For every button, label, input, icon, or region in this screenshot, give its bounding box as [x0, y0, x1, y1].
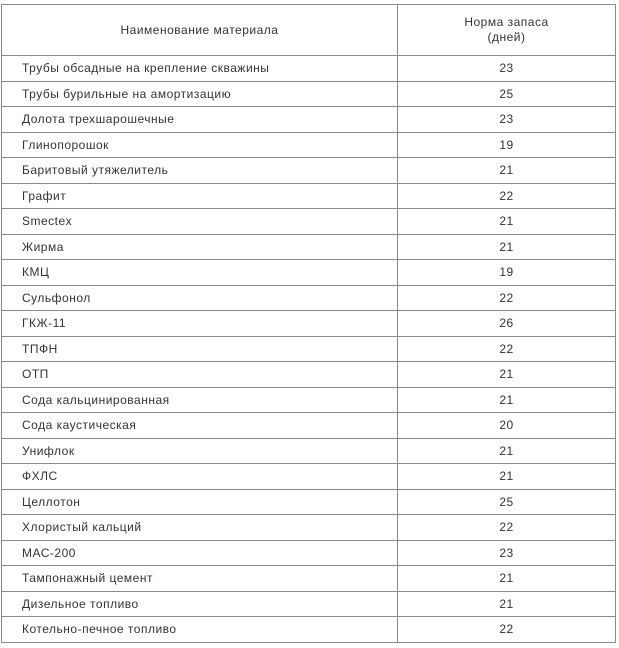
table-row: [2, 311, 616, 337]
table-row: [2, 540, 616, 566]
table-row: [2, 387, 616, 413]
stock-norm-cell: 19: [398, 132, 616, 158]
table-row: [2, 183, 616, 209]
stock-norm-cell: 23: [398, 540, 616, 566]
material-name-cell: Целлотон: [2, 489, 398, 515]
material-name-cell: Трубы бурильные на амортизацию: [2, 81, 398, 107]
stock-norm-cell: 21: [398, 566, 616, 592]
stock-norm-cell: 21: [398, 591, 616, 617]
table-row: [2, 489, 616, 515]
stock-norm-cell: 21: [398, 362, 616, 388]
material-name-cell: Графит: [2, 183, 398, 209]
table-row: [2, 285, 616, 311]
stock-norm-cell: 22: [398, 285, 616, 311]
table-row: [2, 158, 616, 184]
stock-norm-cell: 25: [398, 489, 616, 515]
material-name-cell: Долота трехшарошечные: [2, 107, 398, 133]
material-name-cell: ФХЛС: [2, 464, 398, 490]
table-header: [2, 5, 616, 56]
material-name-cell: КМЦ: [2, 260, 398, 286]
table-row: [2, 209, 616, 235]
material-name-cell: ГКЖ-11: [2, 311, 398, 337]
column-header-stock-norm-line1: Норма запаса: [464, 15, 549, 29]
materials-stock-table: [1, 4, 616, 643]
material-name-cell: Баритовый утяжелитель: [2, 158, 398, 184]
material-name-cell: Хлористый кальций: [2, 515, 398, 541]
stock-norm-cell: 25: [398, 81, 616, 107]
stock-norm-cell: 22: [398, 515, 616, 541]
table-row: [2, 464, 616, 490]
table-row: [2, 566, 616, 592]
stock-norm-cell: 21: [398, 438, 616, 464]
stock-norm-cell: 21: [398, 209, 616, 235]
material-name-cell: Сульфонол: [2, 285, 398, 311]
table-body: [2, 56, 616, 643]
table-row: [2, 413, 616, 439]
stock-norm-cell: 19: [398, 260, 616, 286]
material-name-cell: Smectex: [2, 209, 398, 235]
table-row: [2, 438, 616, 464]
stock-norm-cell: 20: [398, 413, 616, 439]
material-name-cell: Глинопорошок: [2, 132, 398, 158]
material-name-cell: Котельно-печное топливо: [2, 617, 398, 643]
material-name-cell: Сода кальцинированная: [2, 387, 398, 413]
table-row: [2, 336, 616, 362]
material-name-cell: МАС-200: [2, 540, 398, 566]
stock-norm-cell: 21: [398, 387, 616, 413]
material-name-cell: Тампонажный цемент: [2, 566, 398, 592]
stock-norm-cell: 22: [398, 183, 616, 209]
table-row: [2, 591, 616, 617]
table-row: [2, 617, 616, 643]
material-name-cell: Жирма: [2, 234, 398, 260]
material-name-cell: ТПФН: [2, 336, 398, 362]
stock-norm-cell: 26: [398, 311, 616, 337]
stock-norm-cell: 22: [398, 617, 616, 643]
stock-norm-cell: 22: [398, 336, 616, 362]
table-row: [2, 107, 616, 133]
stock-norm-cell: 21: [398, 464, 616, 490]
header-row: [2, 5, 616, 56]
column-header-material-name: Наименование материала: [2, 5, 398, 56]
stock-norm-cell: 21: [398, 158, 616, 184]
column-header-stock-norm: [398, 5, 616, 56]
stock-norm-cell: 23: [398, 107, 616, 133]
material-name-cell: Унифлок: [2, 438, 398, 464]
material-name-cell: Дизельное топливо: [2, 591, 398, 617]
material-name-cell: Сода каустическая: [2, 413, 398, 439]
material-name-cell: ОТП: [2, 362, 398, 388]
material-name-cell: Трубы обсадные на крепление скважины: [2, 56, 398, 82]
table-row: [2, 260, 616, 286]
table-row: [2, 515, 616, 541]
table-row: [2, 81, 616, 107]
table-row: [2, 234, 616, 260]
table-row: [2, 56, 616, 82]
column-header-stock-norm-line2: (дней): [487, 30, 526, 44]
table-row: [2, 132, 616, 158]
stock-norm-cell: 21: [398, 234, 616, 260]
table-row: [2, 362, 616, 388]
stock-norm-cell: 23: [398, 56, 616, 82]
